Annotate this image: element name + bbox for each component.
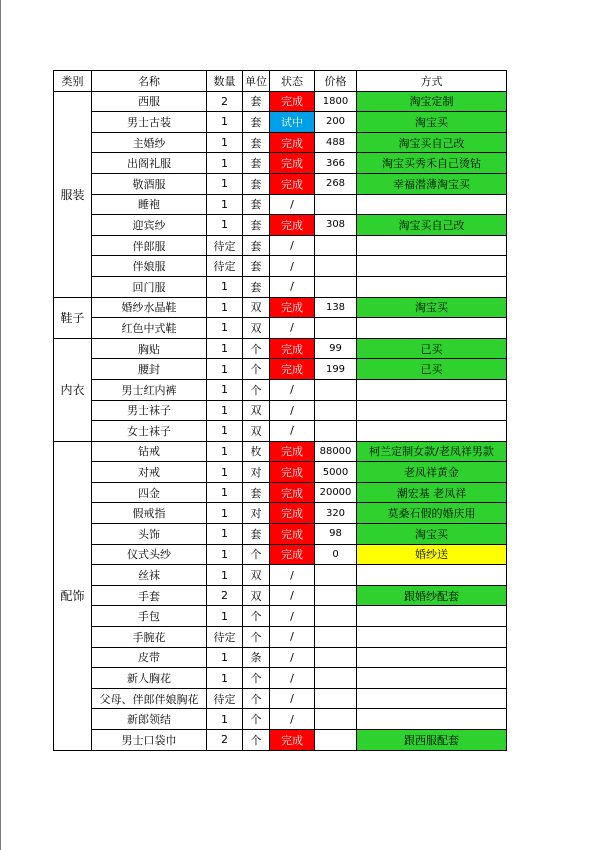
status-cell: / xyxy=(270,565,315,586)
price-cell xyxy=(315,668,357,689)
status-cell: / xyxy=(270,276,315,297)
unit-cell: 套 xyxy=(243,256,270,277)
table-row xyxy=(54,153,507,174)
table-body xyxy=(54,91,507,750)
price-cell: 99 xyxy=(315,338,357,359)
status-cell: 完成 xyxy=(270,441,315,462)
method-cell xyxy=(357,194,507,215)
price-cell xyxy=(315,585,357,606)
table-row xyxy=(54,256,507,277)
unit-cell: 个 xyxy=(243,688,270,709)
method-cell xyxy=(357,668,507,689)
price-cell: 88000 xyxy=(315,441,357,462)
table-row xyxy=(54,400,507,421)
qty-cell: 1 xyxy=(207,173,243,194)
qty-cell: 1 xyxy=(207,441,243,462)
unit-cell: 个 xyxy=(243,379,270,400)
qty-cell: 1 xyxy=(207,544,243,565)
unit-cell: 个 xyxy=(243,606,270,627)
table-row xyxy=(54,173,507,194)
price-cell xyxy=(315,709,357,730)
unit-cell: 套 xyxy=(243,91,270,112)
item-name-cell: 手套 xyxy=(92,585,207,606)
qty-cell: 1 xyxy=(207,215,243,236)
table-row xyxy=(54,565,507,586)
status-cell: / xyxy=(270,627,315,648)
item-name-cell: 伴郎服 xyxy=(92,235,207,256)
unit-cell: 双 xyxy=(243,565,270,586)
unit-cell: 个 xyxy=(243,730,270,751)
price-cell: 200 xyxy=(315,112,357,133)
item-name-cell: 父母、伴郎伴娘胸花 xyxy=(92,688,207,709)
item-name-cell: 女士袜子 xyxy=(92,421,207,442)
method-cell xyxy=(357,709,507,730)
qty-cell: 1 xyxy=(207,400,243,421)
table-row xyxy=(54,462,507,483)
item-name-cell: 红色中式鞋 xyxy=(92,318,207,339)
qty-cell: 1 xyxy=(207,482,243,503)
item-name-cell: 手腕花 xyxy=(92,627,207,648)
qty-cell: 2 xyxy=(207,730,243,751)
method-cell: 已买 xyxy=(357,338,507,359)
table-row xyxy=(54,215,507,236)
price-cell xyxy=(315,400,357,421)
method-cell xyxy=(357,647,507,668)
status-cell: 完成 xyxy=(270,153,315,174)
qty-cell: 1 xyxy=(207,194,243,215)
qty-cell: 待定 xyxy=(207,627,243,648)
item-name-cell: 新郎领结 xyxy=(92,709,207,730)
item-name-cell: 睡袍 xyxy=(92,194,207,215)
table-row xyxy=(54,91,507,112)
price-cell: 488 xyxy=(315,132,357,153)
qty-cell: 1 xyxy=(207,606,243,627)
header-name: 名称 xyxy=(92,71,207,92)
qty-cell: 1 xyxy=(207,318,243,339)
unit-cell: 个 xyxy=(243,709,270,730)
header-qty: 数量 xyxy=(207,71,243,92)
price-cell: 199 xyxy=(315,359,357,380)
status-cell: / xyxy=(270,585,315,606)
price-cell: 98 xyxy=(315,524,357,545)
method-cell: 跟婚纱配套 xyxy=(357,585,507,606)
price-cell xyxy=(315,627,357,648)
unit-cell: 套 xyxy=(243,173,270,194)
unit-cell: 套 xyxy=(243,235,270,256)
unit-cell: 套 xyxy=(243,524,270,545)
qty-cell: 1 xyxy=(207,153,243,174)
status-cell: 完成 xyxy=(270,338,315,359)
item-name-cell: 胸贴 xyxy=(92,338,207,359)
item-name-cell: 男士袜子 xyxy=(92,400,207,421)
item-name-cell: 西服 xyxy=(92,91,207,112)
method-cell: 莫桑石假的婚庆用 xyxy=(357,503,507,524)
item-name-cell: 仪式头纱 xyxy=(92,544,207,565)
unit-cell: 套 xyxy=(243,132,270,153)
method-cell: 淘宝买自己改 xyxy=(357,132,507,153)
item-name-cell: 迎宾纱 xyxy=(92,215,207,236)
unit-cell: 套 xyxy=(243,276,270,297)
item-name-cell: 敬酒服 xyxy=(92,173,207,194)
item-name-cell: 回门服 xyxy=(92,276,207,297)
header-status: 状态 xyxy=(270,71,315,92)
table-row xyxy=(54,318,507,339)
unit-cell: 枚 xyxy=(243,441,270,462)
status-cell: 完成 xyxy=(270,462,315,483)
left-border-line xyxy=(0,0,1,850)
table-row xyxy=(54,503,507,524)
method-cell: 淘宝买自己改 xyxy=(357,215,507,236)
status-cell: / xyxy=(270,318,315,339)
table-row xyxy=(54,730,507,751)
price-cell: 320 xyxy=(315,503,357,524)
status-cell: 完成 xyxy=(270,91,315,112)
status-cell: 完成 xyxy=(270,544,315,565)
unit-cell: 个 xyxy=(243,359,270,380)
status-cell: 完成 xyxy=(270,482,315,503)
table-row xyxy=(54,544,507,565)
unit-cell: 对 xyxy=(243,503,270,524)
method-cell: 潮宏基 老凤祥 xyxy=(357,482,507,503)
price-cell: 366 xyxy=(315,153,357,174)
item-name-cell: 男士古装 xyxy=(92,112,207,133)
status-cell: / xyxy=(270,647,315,668)
qty-cell: 1 xyxy=(207,709,243,730)
unit-cell: 套 xyxy=(243,482,270,503)
table-row xyxy=(54,359,507,380)
qty-cell: 1 xyxy=(207,297,243,318)
table-row xyxy=(54,524,507,545)
method-cell: 淘宝买秀禾自己烫钻 xyxy=(357,153,507,174)
table-row xyxy=(54,338,507,359)
status-cell: 试中 xyxy=(270,112,315,133)
price-cell xyxy=(315,256,357,277)
qty-cell: 1 xyxy=(207,503,243,524)
qty-cell: 1 xyxy=(207,462,243,483)
method-cell: 柯兰定制女款/老凤祥男款 xyxy=(357,441,507,462)
qty-cell: 1 xyxy=(207,565,243,586)
qty-cell: 1 xyxy=(207,379,243,400)
category-cell: 配饰 xyxy=(54,441,92,750)
price-cell xyxy=(315,688,357,709)
item-name-cell: 假戒指 xyxy=(92,503,207,524)
item-name-cell: 男士口袋巾 xyxy=(92,730,207,751)
item-name-cell: 钻戒 xyxy=(92,441,207,462)
header-unit: 单位 xyxy=(243,71,270,92)
status-cell: 完成 xyxy=(270,215,315,236)
method-cell: 淘宝定制 xyxy=(357,91,507,112)
header-category: 类别 xyxy=(54,71,92,92)
qty-cell: 1 xyxy=(207,112,243,133)
unit-cell: 个 xyxy=(243,668,270,689)
item-name-cell: 婚纱水晶鞋 xyxy=(92,297,207,318)
category-cell: 内衣 xyxy=(54,338,92,441)
qty-cell: 1 xyxy=(207,668,243,689)
table-row xyxy=(54,441,507,462)
item-name-cell: 丝袜 xyxy=(92,565,207,586)
unit-cell: 套 xyxy=(243,215,270,236)
item-name-cell: 手包 xyxy=(92,606,207,627)
price-cell xyxy=(315,194,357,215)
unit-cell: 双 xyxy=(243,585,270,606)
status-cell: / xyxy=(270,668,315,689)
table-row xyxy=(54,585,507,606)
price-cell: 1800 xyxy=(315,91,357,112)
method-cell xyxy=(357,606,507,627)
method-cell xyxy=(357,379,507,400)
table-row xyxy=(54,647,507,668)
status-cell: / xyxy=(270,235,315,256)
method-cell xyxy=(357,276,507,297)
qty-cell: 1 xyxy=(207,338,243,359)
item-name-cell: 出阁礼服 xyxy=(92,153,207,174)
table-row xyxy=(54,235,507,256)
table-row xyxy=(54,379,507,400)
price-cell xyxy=(315,276,357,297)
unit-cell: 个 xyxy=(243,544,270,565)
item-name-cell: 伴娘服 xyxy=(92,256,207,277)
item-name-cell: 头饰 xyxy=(92,524,207,545)
method-cell: 幸福潜薄淘宝买 xyxy=(357,173,507,194)
wedding-items-table xyxy=(53,70,507,751)
unit-cell: 套 xyxy=(243,194,270,215)
category-cell: 鞋子 xyxy=(54,297,92,338)
table-row xyxy=(54,606,507,627)
method-cell xyxy=(357,627,507,648)
status-cell: / xyxy=(270,688,315,709)
unit-cell: 双 xyxy=(243,318,270,339)
price-cell: 5000 xyxy=(315,462,357,483)
status-cell: / xyxy=(270,256,315,277)
method-cell xyxy=(357,235,507,256)
item-name-cell: 对戒 xyxy=(92,462,207,483)
status-cell: / xyxy=(270,421,315,442)
unit-cell: 条 xyxy=(243,647,270,668)
status-cell: 完成 xyxy=(270,297,315,318)
price-cell xyxy=(315,318,357,339)
table-row xyxy=(54,132,507,153)
unit-cell: 个 xyxy=(243,627,270,648)
item-name-cell: 四金 xyxy=(92,482,207,503)
method-cell: 淘宝买 xyxy=(357,112,507,133)
method-cell xyxy=(357,400,507,421)
status-cell: 完成 xyxy=(270,730,315,751)
method-cell xyxy=(357,688,507,709)
status-cell: / xyxy=(270,400,315,421)
method-cell xyxy=(357,565,507,586)
qty-cell: 2 xyxy=(207,585,243,606)
item-name-cell: 主婚纱 xyxy=(92,132,207,153)
unit-cell: 个 xyxy=(243,338,270,359)
unit-cell: 对 xyxy=(243,462,270,483)
method-cell xyxy=(357,256,507,277)
unit-cell: 套 xyxy=(243,153,270,174)
price-cell xyxy=(315,421,357,442)
table-row xyxy=(54,668,507,689)
price-cell: 138 xyxy=(315,297,357,318)
price-cell xyxy=(315,565,357,586)
qty-cell: 1 xyxy=(207,524,243,545)
qty-cell: 1 xyxy=(207,276,243,297)
method-cell: 婚纱送 xyxy=(357,544,507,565)
table-row xyxy=(54,194,507,215)
header-method: 方式 xyxy=(357,71,507,92)
unit-cell: 双 xyxy=(243,421,270,442)
price-cell: 308 xyxy=(315,215,357,236)
item-name-cell: 男士红内裤 xyxy=(92,379,207,400)
status-cell: / xyxy=(270,379,315,400)
item-name-cell: 皮带 xyxy=(92,647,207,668)
item-name-cell: 新人胸花 xyxy=(92,668,207,689)
status-cell: / xyxy=(270,709,315,730)
status-cell: 完成 xyxy=(270,132,315,153)
method-cell: 老凤祥黄金 xyxy=(357,462,507,483)
qty-cell: 待定 xyxy=(207,688,243,709)
method-cell: 淘宝买 xyxy=(357,524,507,545)
qty-cell: 2 xyxy=(207,91,243,112)
method-cell xyxy=(357,318,507,339)
status-cell: / xyxy=(270,606,315,627)
item-name-cell: 腰封 xyxy=(92,359,207,380)
price-cell xyxy=(315,647,357,668)
qty-cell: 1 xyxy=(207,132,243,153)
category-cell: 服装 xyxy=(54,91,92,297)
table-row xyxy=(54,276,507,297)
status-cell: / xyxy=(270,194,315,215)
status-cell: 完成 xyxy=(270,359,315,380)
table-row xyxy=(54,709,507,730)
qty-cell: 待定 xyxy=(207,256,243,277)
status-cell: 完成 xyxy=(270,173,315,194)
qty-cell: 1 xyxy=(207,359,243,380)
qty-cell: 1 xyxy=(207,421,243,442)
status-cell: 完成 xyxy=(270,524,315,545)
unit-cell: 双 xyxy=(243,400,270,421)
table-row xyxy=(54,482,507,503)
header-price: 价格 xyxy=(315,71,357,92)
table-row xyxy=(54,297,507,318)
price-cell xyxy=(315,606,357,627)
method-cell: 已买 xyxy=(357,359,507,380)
method-cell: 跟西服配套 xyxy=(357,730,507,751)
unit-cell: 双 xyxy=(243,297,270,318)
qty-cell: 待定 xyxy=(207,235,243,256)
price-cell xyxy=(315,235,357,256)
method-cell xyxy=(357,421,507,442)
table-row xyxy=(54,688,507,709)
price-cell: 20000 xyxy=(315,482,357,503)
header-row xyxy=(54,71,507,92)
table-row xyxy=(54,421,507,442)
unit-cell: 套 xyxy=(243,112,270,133)
price-cell xyxy=(315,730,357,751)
qty-cell: 1 xyxy=(207,647,243,668)
status-cell: 完成 xyxy=(270,503,315,524)
table-row xyxy=(54,627,507,648)
price-cell: 268 xyxy=(315,173,357,194)
price-cell: 0 xyxy=(315,544,357,565)
table-row xyxy=(54,112,507,133)
price-cell xyxy=(315,379,357,400)
method-cell: 淘宝买 xyxy=(357,297,507,318)
